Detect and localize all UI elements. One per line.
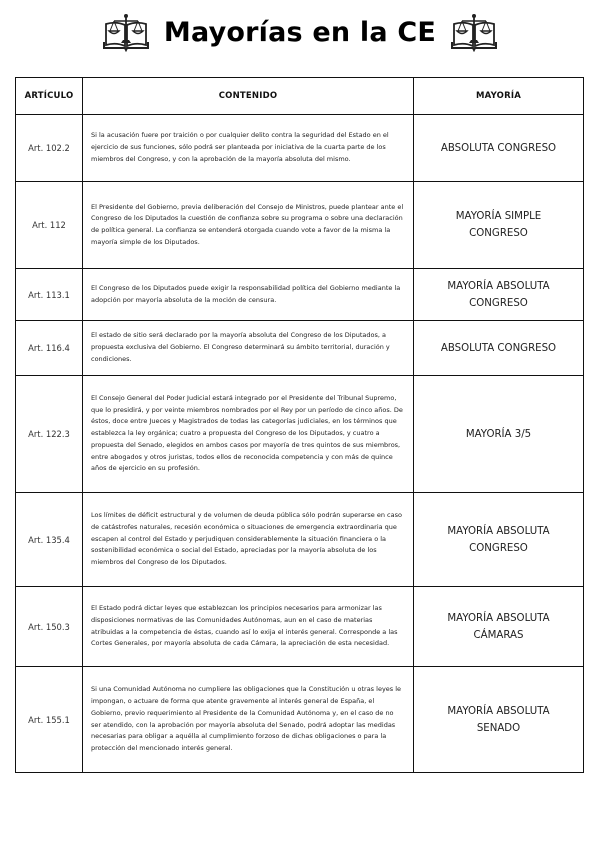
table-row — [16, 269, 584, 321]
content-cell: El estado de sitio será declarado por la mayoría absoluta del Congreso de los Diputados, a propuesta exclusiva del Gobierno. El Congreso determinará su ámbito territorial, duración y condiciones. — [83, 321, 414, 376]
page-title: Mayorías en la CE — [163, 16, 437, 48]
table-row — [16, 182, 584, 269]
table-row — [16, 115, 584, 182]
table-row — [16, 667, 584, 773]
content-cell: El Estado podrá dictar leyes que establezcan los principios necesarios para armonizar las disposiciones normativas de las Comunidades Autónomas, aun en el caso de materias atribuidas a la competencia de éstas, cuando así lo exija el interés general. Corresponde a las Cortes Generales, por mayoría absoluta de cada Cámara, la apreciación de esta necesidad. — [83, 587, 414, 667]
article-cell: Art. 102.2 — [16, 115, 83, 182]
header-contenido: CONTENIDO — [83, 78, 414, 115]
content-cell: El Consejo General del Poder Judicial estará integrado por el Presidente del Tribunal Supremo, que lo presidirá, y por veinte miembros nombrados por el Rey por un período de cinco años. De éstos, doce entre Jueces y Magistrados de todas las categorías judiciales, en los términos que establezca la ley orgánica; cuatro a propuesta del Congreso de los Diputados, y cuatro a propuesta del Senado, elegidos en ambos casos por mayoría de tres quintos de sus miembros, entre abogados y otros juristas, todos ellos de reconocida competencia y con más de quince años de ejercicio en su profesión. — [83, 376, 414, 493]
content-cell: Si una Comunidad Autónoma no cumpliere las obligaciones que la Constitución u otras leyes le impongan, o actuare de forma que atente gravemente al interés general de España, el Gobierno, previo requerimiento al Presidente de la Comunidad Autónoma y, en el caso de no ser atendido, con la aprobación por mayoría absoluta del Senado, podrá adoptar las medidas necesarias para obligar a aquélla al cumplimiento forzoso de dichas obligaciones o para la protección del mencionado interés general. — [83, 667, 414, 773]
majority-cell: MAYORÍA 3/5 — [414, 376, 584, 493]
header-mayoria: MAYORÍA — [414, 78, 584, 115]
article-cell: Art. 116.4 — [16, 321, 83, 376]
content-cell: El Congreso de los Diputados puede exigir la responsabilidad política del Gobierno mediante la adopción por mayoría absoluta de la moción de censura. — [83, 269, 414, 321]
table-row — [16, 321, 584, 376]
table-row — [16, 587, 584, 667]
content-cell: El Presidente del Gobierno, previa deliberación del Consejo de Ministros, puede plantear ante el Congreso de los Diputados la cuestión de confianza sobre su programa o sobre una declaración de política general. La confianza se entenderá otorgada cuando vote a favor de la misma la mayoría simple de los Diputados. — [83, 182, 414, 269]
majorities-table — [15, 77, 584, 773]
majority-cell: MAYORÍA SIMPLE CONGRESO — [414, 182, 584, 269]
majority-cell: ABSOLUTA CONGRESO — [414, 321, 584, 376]
article-cell: Art. 135.4 — [16, 493, 83, 587]
table-header-row — [16, 78, 584, 115]
majority-cell: MAYORÍA ABSOLUTA CÁMARAS — [414, 587, 584, 667]
content-cell: Los límites de déficit estructural y de volumen de deuda pública sólo podrán superarse en caso de catástrofes naturales, recesión económica o situaciones de emergencia extraordinaria que escapen al control del Estado y perjudiquen considerablemente la situación financiera o la sostenibilidad económica o social del Estado, apreciadas por la mayoría absoluta de los miembros del Congreso de los Diputados. — [83, 493, 414, 587]
article-cell: Art. 112 — [16, 182, 83, 269]
majority-cell: ABSOLUTA CONGRESO — [414, 115, 584, 182]
majority-cell: MAYORÍA ABSOLUTA CONGRESO — [414, 269, 584, 321]
scales-book-icon — [102, 12, 150, 52]
article-cell: Art. 113.1 — [16, 269, 83, 321]
article-cell: Art. 122.3 — [16, 376, 83, 493]
table-row — [16, 376, 584, 493]
table-row — [16, 493, 584, 587]
title-banner — [0, 12, 600, 52]
article-cell: Art. 155.1 — [16, 667, 83, 773]
majority-cell: MAYORÍA ABSOLUTA CONGRESO — [414, 493, 584, 587]
content-cell: Si la acusación fuere por traición o por cualquier delito contra la seguridad del Estado en el ejercicio de sus funciones, sólo podrá ser planteada por iniciativa de la cuarta parte de los miembros del Congreso, y con la aprobación de la mayoría absoluta del mismo. — [83, 115, 414, 182]
majority-cell: MAYORÍA ABSOLUTA SENADO — [414, 667, 584, 773]
scales-book-icon — [450, 12, 498, 52]
header-articulo: ARTÍCULO — [16, 78, 83, 115]
article-cell: Art. 150.3 — [16, 587, 83, 667]
